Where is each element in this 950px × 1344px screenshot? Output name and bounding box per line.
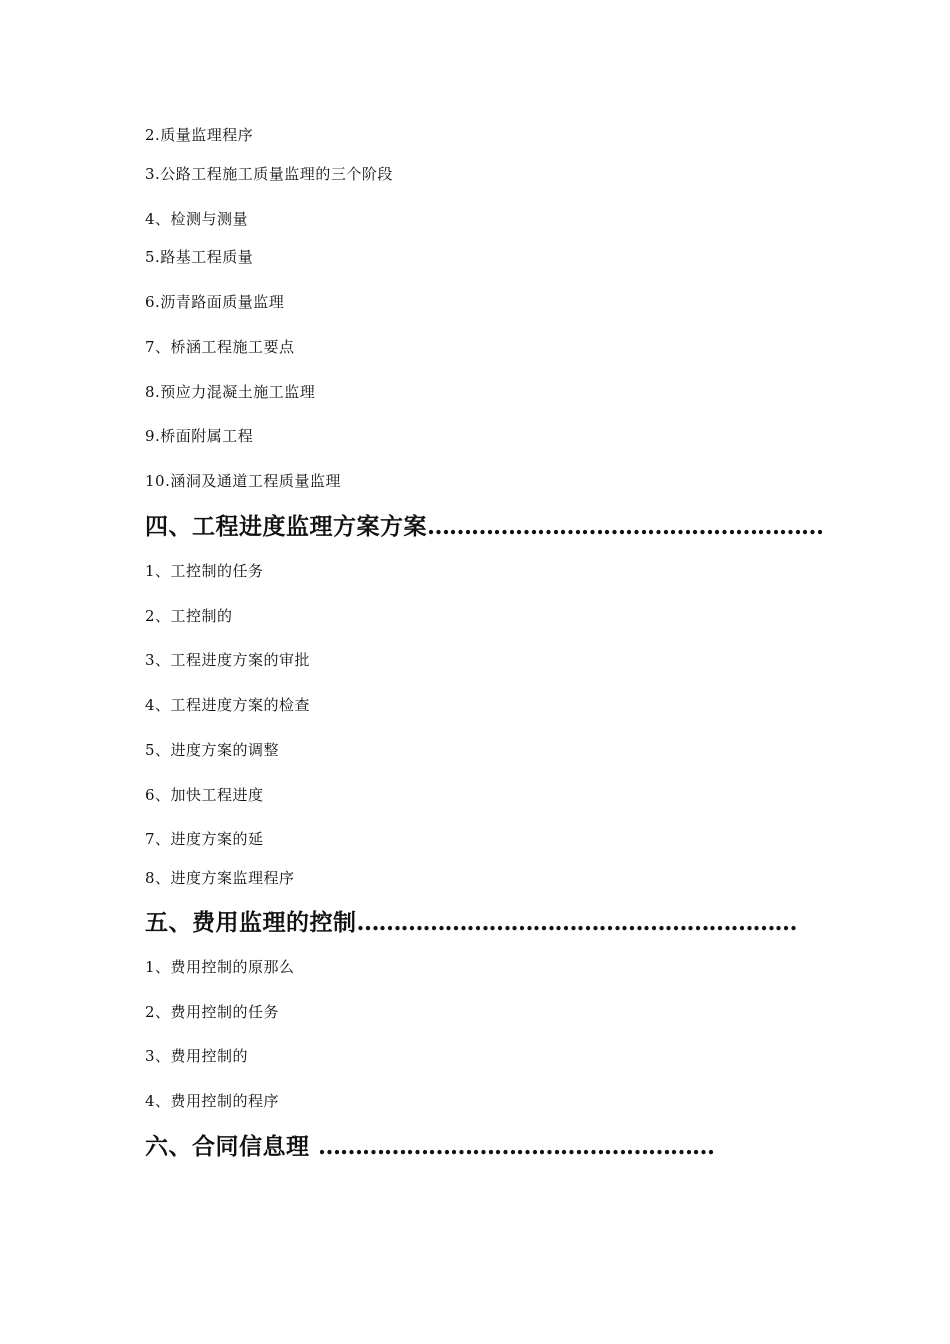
toc-item-subgrade-quality: 5.路基工程质量 xyxy=(145,248,254,266)
toc-item-deck-accessories: 9.桥面附属工程 xyxy=(145,427,254,445)
toc-item: 1、费用控制的原那么 xyxy=(145,958,295,976)
toc-item-culvert-passage: 10.涵洞及通道工程质量监理 xyxy=(145,472,341,490)
toc-item: 8、进度方案监理程序 xyxy=(145,869,295,887)
toc-item: 3、费用控制的 xyxy=(145,1047,249,1065)
section-title: 五、费用监理的控制 xyxy=(145,909,357,936)
dot-leader: ……………………………………………… xyxy=(318,1133,715,1160)
toc-item-quality-procedure: 2.质量监理程序 xyxy=(145,126,254,144)
section-title: 六、合同信息理 xyxy=(145,1133,319,1160)
toc-item-three-stages: 3.公路工程施工质量监理的三个阶段 xyxy=(145,165,393,183)
dot-leader: ……………………………………………… xyxy=(427,513,823,540)
section-heading-contract xyxy=(145,1135,714,1158)
toc-item: 2、费用控制的任务 xyxy=(145,1003,280,1021)
section-title: 四、工程进度监理方案方案 xyxy=(145,513,427,540)
toc-item: 3、工程进度方案的审批 xyxy=(145,651,311,669)
toc-item: 4、工程进度方案的检查 xyxy=(145,696,311,714)
toc-item: 4、费用控制的程序 xyxy=(145,1092,280,1110)
toc-item: 6、加快工程进度 xyxy=(145,786,264,804)
toc-item: 1、工控制的任务 xyxy=(145,562,264,580)
section-heading-progress xyxy=(145,515,823,538)
toc-item-asphalt-supervision: 6.沥青路面质量监理 xyxy=(145,293,285,311)
toc-item-prestressed-concrete: 8.预应力混凝土施工监理 xyxy=(145,383,316,401)
toc-item: 5、进度方案的调整 xyxy=(145,741,280,759)
dot-leader: …………………………………………………… xyxy=(356,909,797,936)
toc-item-testing-measuring: 4、检测与测量 xyxy=(145,210,249,228)
toc-item: 2、工控制的 xyxy=(145,607,233,625)
toc-item-bridge-culvert: 7、桥涵工程施工要点 xyxy=(145,338,295,356)
section-heading-cost xyxy=(145,911,797,934)
toc-item: 7、进度方案的延 xyxy=(145,830,264,848)
